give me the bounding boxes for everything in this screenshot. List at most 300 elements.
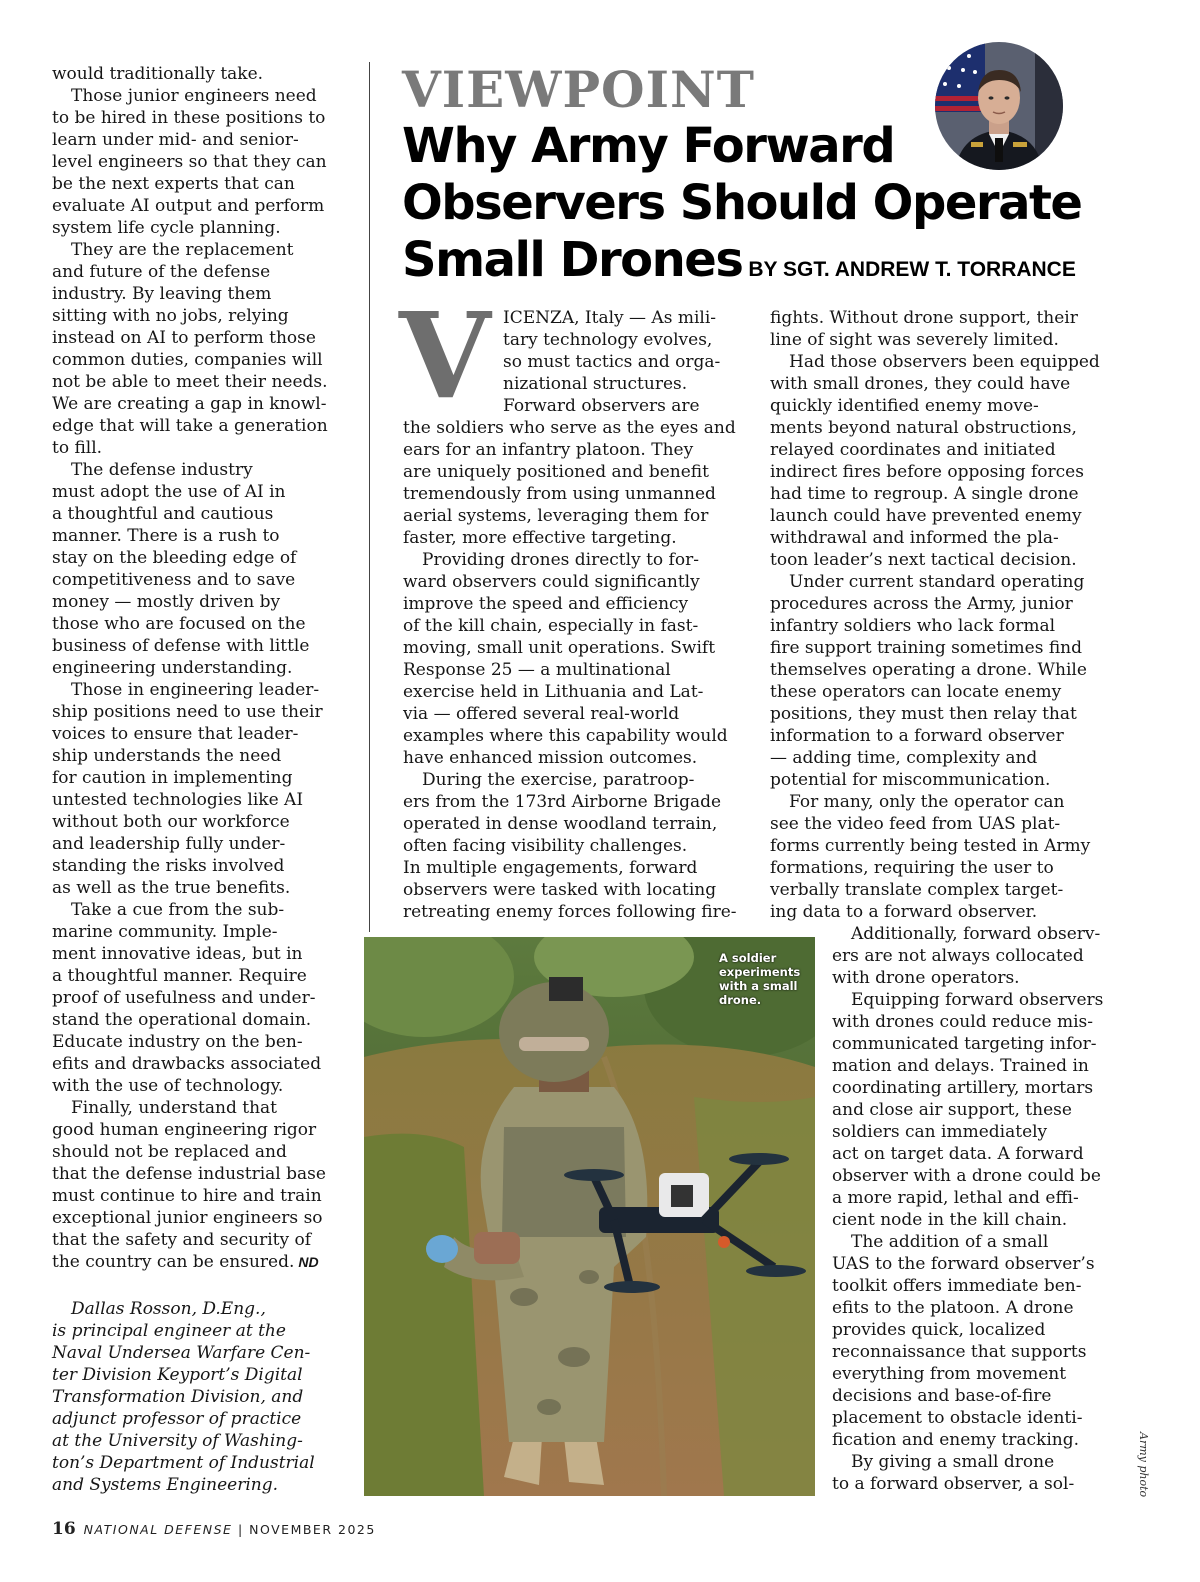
- text-line: [403, 329, 748, 351]
- photo-credit: Army photo: [1137, 1432, 1150, 1498]
- text-line: [770, 439, 1110, 461]
- line-text: fire support training sometimes find: [770, 638, 1083, 658]
- text-line: [403, 307, 748, 329]
- text-line: [832, 967, 1112, 989]
- line-text: common duties, companies will: [52, 350, 323, 370]
- text-line: [52, 503, 342, 525]
- text-line: [52, 591, 342, 613]
- text-line: [403, 791, 748, 813]
- line-text: and future of the defense: [52, 262, 271, 282]
- line-text: learn under mid- and senior-: [52, 130, 299, 150]
- text-line: [770, 307, 1110, 329]
- text-line: [52, 349, 342, 371]
- folio-separator: |: [237, 1522, 244, 1537]
- line-text: themselves operating a drone. While: [770, 660, 1087, 680]
- line-text: — adding time, complexity and: [770, 748, 1038, 768]
- text-line: [770, 725, 1110, 747]
- line-text: standing the risks involved: [52, 856, 285, 876]
- text-line: [832, 1275, 1112, 1297]
- line-text: observer with a drone could be: [832, 1166, 1101, 1186]
- line-text: untested technologies like AI: [52, 790, 304, 810]
- line-text: coordinating artillery, mortars: [832, 1078, 1094, 1098]
- line-text: fication and enemy tracking.: [832, 1430, 1080, 1450]
- line-text: The defense industry: [71, 460, 253, 480]
- bio-line: ton’s Department of Industrial: [52, 1453, 315, 1473]
- line-text: so must tactics and orga-: [503, 352, 721, 372]
- line-text: level engineers so that they can: [52, 152, 327, 172]
- line-text: stay on the bleeding edge of: [52, 548, 297, 568]
- text-line: [52, 173, 342, 195]
- text-line: [403, 725, 748, 747]
- line-text: nizational structures.: [503, 374, 688, 394]
- page-folio: [52, 1519, 376, 1539]
- line-text: ers from the 173rd Airborne Brigade: [403, 792, 722, 812]
- text-line: [403, 549, 748, 571]
- text-line: [52, 1163, 342, 1185]
- text-line: [832, 1363, 1112, 1385]
- bio-line: Naval Undersea Warfare Cen-: [52, 1343, 311, 1363]
- text-line: [832, 1253, 1112, 1275]
- line-text: voices to ensure that leader-: [52, 724, 299, 744]
- line-text: manner. There is a rush to: [52, 526, 280, 546]
- text-line: [52, 1031, 342, 1053]
- line-text: had time to regroup. A single drone: [770, 484, 1079, 504]
- line-text: For many, only the operator can: [789, 792, 1065, 812]
- line-text: efits to the platoon. A drone: [832, 1298, 1074, 1318]
- line-text: with the use of technology.: [52, 1076, 284, 1096]
- right-column: [770, 307, 1110, 923]
- line-text: ICENZA, Italy — As mili-: [503, 308, 717, 328]
- section-kicker: VIEWPOINT: [402, 60, 755, 119]
- line-text: to be hired in these positions to: [52, 108, 326, 128]
- text-line: [770, 637, 1110, 659]
- line-text: and close air support, these: [832, 1100, 1072, 1120]
- line-text: Forward observers are: [503, 396, 700, 416]
- text-line: [770, 615, 1110, 637]
- line-text: that the defense industrial base: [52, 1164, 326, 1184]
- page-number: 16: [52, 1519, 76, 1539]
- bio-line: at the University of Washing-: [52, 1431, 303, 1451]
- line-text: often facing visibility challenges.: [403, 836, 688, 856]
- line-text: Equipping forward observers: [851, 990, 1104, 1010]
- text-line: [832, 1451, 1112, 1473]
- text-line: [52, 459, 342, 481]
- magazine-name: NATIONAL DEFENSE: [83, 1522, 233, 1537]
- line-text: everything from movement: [832, 1364, 1067, 1384]
- text-line: [52, 415, 342, 437]
- line-text: Take a cue from the sub-: [71, 900, 285, 920]
- line-text: ship positions need to use their: [52, 702, 323, 722]
- line-text: operated in dense woodland terrain,: [403, 814, 718, 834]
- text-line: [52, 1141, 342, 1163]
- text-line: [832, 1143, 1112, 1165]
- text-line: [52, 525, 342, 547]
- line-text: UAS to the forward observer’s: [832, 1254, 1095, 1274]
- line-text: tary technology evolves,: [503, 330, 713, 350]
- text-line: [403, 659, 748, 681]
- line-text: formations, requiring the user to: [770, 858, 1054, 878]
- text-line: [770, 549, 1110, 571]
- author-bio: [52, 1298, 315, 1496]
- text-line: [52, 679, 342, 701]
- line-text: exceptional junior engineers so: [52, 1208, 323, 1228]
- line-text: line of sight was severely limited.: [770, 330, 1059, 350]
- line-text: those who are focused on the: [52, 614, 306, 634]
- line-text: have enhanced mission outcomes.: [403, 748, 698, 768]
- bio-line: is principal engineer at the: [52, 1321, 286, 1341]
- line-text: By giving a small drone: [851, 1452, 1055, 1472]
- text-line: [52, 481, 342, 503]
- text-line: [403, 505, 748, 527]
- line-text: fights. Without drone support, their: [770, 308, 1078, 328]
- line-text: faster, more effective targeting.: [403, 528, 677, 548]
- text-line: [52, 1075, 342, 1097]
- line-text: proof of usefulness and under-: [52, 988, 316, 1008]
- line-text: retreating enemy forces following fire-: [403, 902, 737, 922]
- line-text: information to a forward observer: [770, 726, 1064, 746]
- text-line: [403, 681, 748, 703]
- line-text: Had those observers been equipped: [789, 352, 1100, 372]
- bio-line: adjunct professor of practice: [52, 1409, 302, 1429]
- issue-date: NOVEMBER 2025: [249, 1522, 376, 1537]
- line-text: reconnaissance that supports: [832, 1342, 1087, 1362]
- soldier-drone-photo: [364, 937, 815, 1496]
- text-line: [770, 703, 1110, 725]
- line-text: Additionally, forward observ-: [851, 924, 1101, 944]
- text-line: [52, 239, 342, 261]
- line-text: efits and drawbacks associated: [52, 1054, 322, 1074]
- text-line: [52, 217, 342, 239]
- text-line: [52, 393, 342, 415]
- text-line: [403, 571, 748, 593]
- line-text: not be able to meet their needs.: [52, 372, 328, 392]
- text-line: [403, 879, 748, 901]
- text-line: [770, 835, 1110, 857]
- text-line: [52, 833, 342, 855]
- line-text: competitiveness and to save: [52, 570, 296, 590]
- line-text: ship understands the need: [52, 746, 282, 766]
- text-line: [52, 657, 342, 679]
- text-line: [403, 637, 748, 659]
- text-line: [403, 373, 748, 395]
- line-text: improve the speed and efficiency: [403, 594, 689, 614]
- line-text: moving, small unit operations. Swift: [403, 638, 716, 658]
- text-line: [52, 899, 342, 921]
- line-text: to fill.: [52, 438, 103, 458]
- line-text: provides quick, localized: [832, 1320, 1046, 1340]
- text-line: [832, 1407, 1112, 1429]
- text-line: [52, 613, 342, 635]
- text-line: [52, 767, 342, 789]
- text-line: [52, 151, 342, 173]
- text-line: [770, 527, 1110, 549]
- line-text: ers are not always collocated: [832, 946, 1084, 966]
- text-line: [52, 437, 342, 459]
- text-line: [403, 395, 748, 417]
- right-column-lower: [832, 923, 1112, 1495]
- line-text: In multiple engagements, forward: [403, 858, 698, 878]
- line-text: must continue to hire and train: [52, 1186, 322, 1206]
- text-line: [832, 1033, 1112, 1055]
- text-line: [770, 329, 1110, 351]
- text-line: [52, 921, 342, 943]
- text-line: [403, 351, 748, 373]
- text-line: [770, 813, 1110, 835]
- line-text: quickly identified enemy move-: [770, 396, 1039, 416]
- text-line: [770, 461, 1110, 483]
- text-line: [770, 879, 1110, 901]
- line-text: a thoughtful manner. Require: [52, 966, 307, 986]
- text-line: [770, 373, 1110, 395]
- text-line: [52, 701, 342, 723]
- text-line: [52, 811, 342, 833]
- line-text: with drones could reduce mis-: [832, 1012, 1094, 1032]
- text-line: [770, 791, 1110, 813]
- byline: BY SGT. ANDREW T. TORRANCE: [748, 258, 1076, 281]
- text-line: [403, 857, 748, 879]
- author-portrait: [935, 42, 1063, 170]
- line-text: indirect fires before opposing forces: [770, 462, 1084, 482]
- line-text: Providing drones directly to for-: [422, 550, 699, 570]
- line-text: ments beyond natural obstructions,: [770, 418, 1077, 438]
- photo-caption: A soldier experiments with a small drone.: [719, 951, 801, 1007]
- line-text: a more rapid, lethal and effi-: [832, 1188, 1079, 1208]
- line-text: cient node in the kill chain.: [832, 1210, 1068, 1230]
- headline-line-2: Observers Should Operate: [402, 175, 1082, 231]
- line-text: potential for miscommunication.: [770, 770, 1051, 790]
- text-line: [832, 1165, 1112, 1187]
- line-text: infantry soldiers who lack formal: [770, 616, 1056, 636]
- line-text: ears for an infantry platoon. They: [403, 440, 694, 460]
- line-text: a thoughtful and cautious: [52, 504, 274, 524]
- line-text: toon leader’s next tactical decision.: [770, 550, 1077, 570]
- text-line: [52, 943, 342, 965]
- text-line: [52, 789, 342, 811]
- line-text: Finally, understand that: [71, 1098, 277, 1118]
- line-text: for caution in implementing: [52, 768, 293, 788]
- line-text: tremendously from using unmanned: [403, 484, 716, 504]
- text-line: [52, 723, 342, 745]
- middle-column: [403, 307, 748, 923]
- text-line: [403, 615, 748, 637]
- text-line: [770, 417, 1110, 439]
- headline-line-3: Small Drones: [402, 232, 743, 288]
- line-text: via — offered several real-world: [403, 704, 680, 724]
- line-text: the country can be ensured.: [52, 1252, 295, 1272]
- text-line: [770, 505, 1110, 527]
- text-line: [770, 857, 1110, 879]
- text-line: [403, 813, 748, 835]
- text-line: [832, 1429, 1112, 1451]
- text-line: [52, 305, 342, 327]
- text-line: [403, 703, 748, 725]
- text-line: [52, 877, 342, 899]
- line-text: edge that will take a generation: [52, 416, 328, 436]
- line-text: instead on AI to perform those: [52, 328, 316, 348]
- line-text: verbally translate complex target-: [770, 880, 1064, 900]
- text-line: [770, 659, 1110, 681]
- line-text: soldiers can immediately: [832, 1122, 1048, 1142]
- text-line: [832, 1209, 1112, 1231]
- text-line: [832, 945, 1112, 967]
- line-text: decisions and base-of-fire: [832, 1386, 1052, 1406]
- text-line: [52, 855, 342, 877]
- line-text: relayed coordinates and initiated: [770, 440, 1056, 460]
- line-text: must adopt the use of AI in: [52, 482, 286, 502]
- text-line: [770, 395, 1110, 417]
- line-text: marine community. Imple-: [52, 922, 278, 942]
- text-line: [403, 461, 748, 483]
- text-line: [770, 681, 1110, 703]
- line-text: positions, they must then relay that: [770, 704, 1077, 724]
- text-line: [832, 1011, 1112, 1033]
- line-text: withdrawal and informed the pla-: [770, 528, 1059, 548]
- text-line: [52, 635, 342, 657]
- line-text: During the exercise, paratroop-: [422, 770, 695, 790]
- text-line: [52, 107, 342, 129]
- line-text: as well as the true benefits.: [52, 878, 291, 898]
- text-line: [52, 1119, 342, 1141]
- line-text: money — mostly driven by: [52, 592, 281, 612]
- line-text: ing data to a forward observer.: [770, 902, 1038, 922]
- text-line: [403, 439, 748, 461]
- text-line: [832, 1055, 1112, 1077]
- text-line: [52, 1097, 342, 1119]
- line-text: of the kill chain, especially in fast-: [403, 616, 699, 636]
- line-text: We are creating a gap in knowl-: [52, 394, 327, 414]
- text-line: [832, 1297, 1112, 1319]
- line-text: Those junior engineers need: [71, 86, 317, 106]
- line-text: see the video feed from UAS plat-: [770, 814, 1061, 834]
- text-line: [770, 593, 1110, 615]
- text-line: [52, 327, 342, 349]
- line-text: business of defense with little: [52, 636, 310, 656]
- line-text: aerial systems, leveraging them for: [403, 506, 709, 526]
- text-line: [52, 371, 342, 393]
- text-line: [403, 769, 748, 791]
- line-text: should not be replaced and: [52, 1142, 287, 1162]
- line-text: evaluate AI output and perform: [52, 196, 325, 216]
- line-text: ment innovative ideas, but in: [52, 944, 303, 964]
- text-line: [770, 571, 1110, 593]
- line-text: the soldiers who serve as the eyes and: [403, 418, 736, 438]
- line-text: that the safety and security of: [52, 1230, 312, 1250]
- text-line: [52, 283, 342, 305]
- line-text: Under current standard operating: [789, 572, 1085, 592]
- text-line: [403, 593, 748, 615]
- line-text: and leadership fully under-: [52, 834, 286, 854]
- text-line: [52, 547, 342, 569]
- text-line: [52, 195, 342, 217]
- text-line: [832, 1121, 1112, 1143]
- line-text: mation and delays. Trained in: [832, 1056, 1089, 1076]
- line-text: good human engineering rigor: [52, 1120, 317, 1140]
- line-text: sitting with no jobs, relying: [52, 306, 289, 326]
- text-line: [52, 1229, 342, 1251]
- text-line: [403, 417, 748, 439]
- line-text: to a forward observer, a sol-: [832, 1474, 1075, 1494]
- text-line: [52, 965, 342, 987]
- line-text: Response 25 — a multinational: [403, 660, 671, 680]
- bio-line: and Systems Engineering.: [52, 1475, 279, 1495]
- bio-line: Dallas Rosson, D.Eng.,: [71, 1299, 266, 1319]
- line-text: observers were tasked with locating: [403, 880, 717, 900]
- text-line: [770, 769, 1110, 791]
- bio-line: ter Division Keyport’s Digital: [52, 1365, 303, 1385]
- text-line: [52, 1053, 342, 1075]
- text-line: [770, 351, 1110, 373]
- text-line: [832, 1341, 1112, 1363]
- text-line: [52, 129, 342, 151]
- line-text: launch could have prevented enemy: [770, 506, 1082, 526]
- line-text: toolkit offers immediate ben-: [832, 1276, 1082, 1296]
- text-line: [832, 1231, 1112, 1253]
- text-line: [52, 569, 342, 591]
- text-line: [770, 901, 1110, 923]
- text-line: [52, 1185, 342, 1207]
- line-text: be the next experts that can: [52, 174, 295, 194]
- drop-cap: V: [399, 286, 491, 425]
- text-line: [832, 923, 1112, 945]
- text-line: [832, 1385, 1112, 1407]
- line-text: forms currently being tested in Army: [770, 836, 1091, 856]
- column-rule: [369, 62, 370, 932]
- left-column: [52, 63, 342, 1273]
- line-text: ward observers could significantly: [403, 572, 700, 592]
- text-line: [832, 1187, 1112, 1209]
- text-line: [52, 745, 342, 767]
- line-text: without both our workforce: [52, 812, 290, 832]
- text-line: [52, 85, 342, 107]
- line-text: Those in engineering leader-: [71, 680, 320, 700]
- text-line: [832, 1099, 1112, 1121]
- line-text: stand the operational domain.: [52, 1010, 312, 1030]
- text-line: [770, 747, 1110, 769]
- text-line: [770, 483, 1110, 505]
- line-text: industry. By leaving them: [52, 284, 272, 304]
- line-text: placement to obstacle identi-: [832, 1408, 1083, 1428]
- line-text: The addition of a small: [851, 1232, 1049, 1252]
- line-text: are uniquely positioned and benefit: [403, 462, 709, 482]
- text-line: [832, 1077, 1112, 1099]
- line-text: communicated targeting infor-: [832, 1034, 1097, 1054]
- text-line: [52, 1009, 342, 1031]
- text-line: [403, 483, 748, 505]
- text-line: [52, 63, 342, 85]
- line-text: exercise held in Lithuania and Lat-: [403, 682, 704, 702]
- text-line: [832, 1473, 1112, 1495]
- end-mark: ND: [298, 1254, 319, 1270]
- line-text: examples where this capability would: [403, 726, 728, 746]
- text-line: [403, 527, 748, 549]
- text-line: [52, 261, 342, 283]
- text-line: [832, 989, 1112, 1011]
- line-text: They are the replacement: [71, 240, 294, 260]
- text-line: [403, 835, 748, 857]
- text-line: [52, 987, 342, 1009]
- text-line: [52, 1207, 342, 1229]
- text-line: [52, 1251, 342, 1273]
- line-text: act on target data. A forward: [832, 1144, 1084, 1164]
- bio-line: Transformation Division, and: [52, 1387, 304, 1407]
- headline-line-1: Why Army Forward: [402, 118, 895, 174]
- line-text: Educate industry on the ben-: [52, 1032, 303, 1052]
- line-text: these operators can locate enemy: [770, 682, 1062, 702]
- line-text: system life cycle planning.: [52, 218, 281, 238]
- text-line: [403, 901, 748, 923]
- text-line: [832, 1319, 1112, 1341]
- text-line: [403, 747, 748, 769]
